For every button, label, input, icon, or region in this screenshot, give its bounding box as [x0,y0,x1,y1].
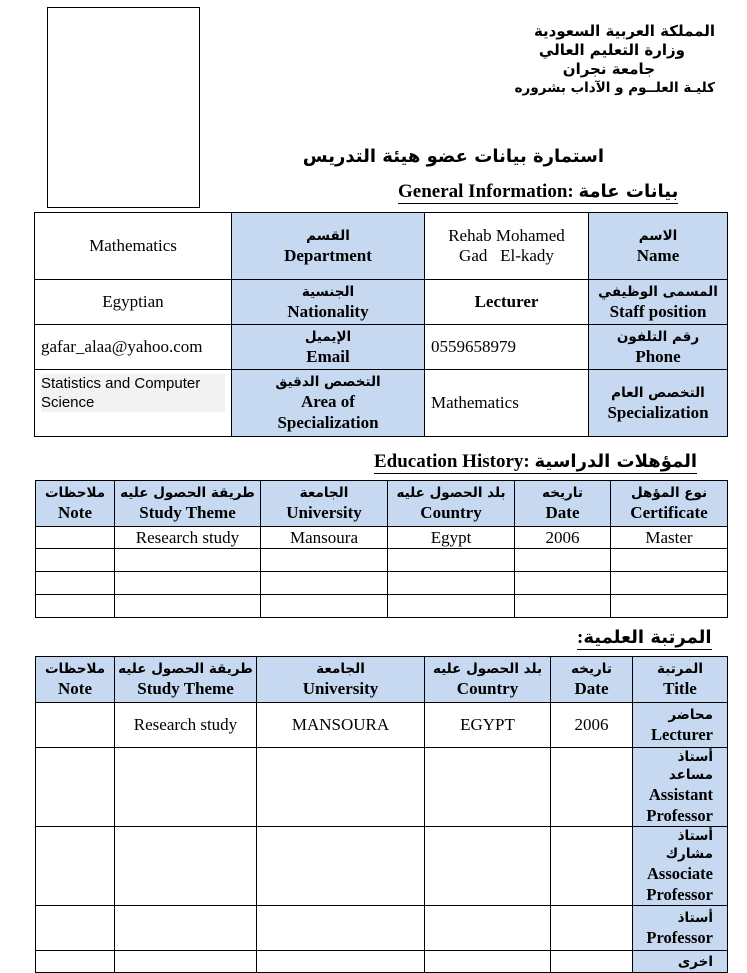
table-row [36,748,728,827]
education-title-ar: المؤهلات الدراسية [534,451,698,472]
rank-title-en2-1: Professor [646,806,713,825]
edu-cell-university: Mansoura [261,527,388,549]
edu-header-date-en: Date [545,503,580,522]
institution-header [415,22,715,98]
edu-header-note-en: Note [58,503,92,522]
area-value-line1: Statistics and Computer [41,374,225,393]
form-title: استمارة بيانات عضو هيئة التدريس [302,146,604,167]
rank-title-ar-1: أستاذ مساعد [668,749,713,783]
country-name: المملكة العربية السعودية [533,22,715,40]
specialization-label-ar: التخصص العام [611,384,705,401]
edu-header-theme-ar: طريقة الحصول عليه [120,485,255,501]
rank-title-en1-2: Associate [647,864,713,883]
rank-title-en-3: Professor [646,927,713,947]
edu-header-university-en: University [286,503,362,522]
specialization-label [589,370,728,437]
rank-title-associate [633,827,728,906]
rank-title-sep: : [577,627,584,648]
rank-header-note-en: Note [58,679,92,698]
rank-header-university [257,657,425,703]
rank-header-date-ar: تاريخه [571,661,612,677]
edu-header-university [261,481,388,527]
table-row [36,827,728,906]
edu-header-note-ar: ملاحظات [44,485,106,501]
phone-value: 0559658979 [425,325,589,370]
general-info-table [34,212,728,437]
rank-header-theme-ar: طريقة الحصول عليه [118,661,253,677]
rank-header-note-ar: ملاحظات [44,661,106,677]
name-label [589,213,728,280]
table-row [36,703,728,748]
email-value: gafar_alaa@yahoo.com [35,325,232,370]
department-label-en: Department [284,245,372,265]
edu-header-certificate [611,481,728,527]
rank-header-theme-en: Study Theme [137,679,234,698]
specialization-label-en: Specialization [607,402,709,422]
rank-header-university-en: University [302,679,379,698]
edu-header-university-ar: الجامعة [299,485,349,501]
area-label-ar: التخصص الدقيق [275,374,381,390]
rank-title-ar-0: محاضر [668,706,713,723]
name-value-line1: Rehab Mohamed [448,226,565,245]
table-row [36,549,728,572]
edu-header-certificate-en: Certificate [630,503,708,522]
rank-cell-note [36,703,115,748]
rank-table [35,656,728,973]
edu-cell-date: 2006 [515,527,611,549]
rank-header-note [36,657,115,703]
nationality-label-en: Nationality [287,301,369,321]
name-label-ar: الاسم [638,227,678,244]
rank-section-title [577,627,712,650]
position-label-ar: المسمى الوظيفي [598,283,718,300]
phone-label-ar: رقم التلفون [616,328,700,345]
rank-cell-country: EGYPT [425,703,551,748]
rank-header-country-ar: بلد الحصول عليه [432,661,543,677]
education-title-sep: : [523,451,530,472]
rank-title-lecturer [633,703,728,748]
table-row [36,906,728,951]
specialization-value: Mathematics [425,370,589,437]
edu-cell-certificate: Master [611,527,728,549]
edu-cell-country: Egypt [388,527,515,549]
area-value-line2: Science [41,393,225,412]
nationality-value: Egyptian [35,280,232,325]
position-label [589,280,728,325]
rank-title-en-0: Lecturer [651,724,713,744]
rank-cell-date: 2006 [551,703,633,748]
edu-header-date [515,481,611,527]
university-name: جامعة نجران [562,60,655,78]
table-row [36,951,728,973]
general-title-sep: : [567,181,574,202]
phone-label [589,325,728,370]
nationality-label-ar: الجنسية [301,283,355,300]
education-section-title [374,451,697,474]
rank-title-en1-1: Assistant [648,785,713,804]
rank-title-other [633,951,728,973]
edu-header-date-ar: تاريخه [542,485,583,501]
table-row [36,595,728,618]
rank-title-ar-3: أستاذ [677,909,713,926]
table-row [36,572,728,595]
education-table [35,480,728,618]
position-label-en: Staff position [609,301,707,321]
table-row [36,527,728,549]
edu-header-theme [115,481,261,527]
rank-cell-university: MANSOURA [257,703,425,748]
area-value [35,370,232,437]
edu-header-certificate-ar: نوع المؤهل [630,485,708,501]
photo-box [47,7,200,208]
department-label-ar: القسم [306,227,350,244]
college-name: كليـة العلــوم و الآداب بشروره [514,80,715,96]
edu-cell-note [36,527,115,549]
nationality-label [232,280,425,325]
name-value-line2: Gad El-kady [459,246,554,265]
email-label-en: Email [306,346,350,366]
rank-header-date-en: Date [574,679,609,698]
rank-header-theme [115,657,257,703]
rank-header-university-ar: الجامعة [316,661,365,677]
email-label [232,325,425,370]
area-label [232,370,425,437]
rank-header-title-ar: المرتبة [657,661,703,677]
edu-header-note [36,481,115,527]
edu-header-theme-en: Study Theme [139,503,236,522]
area-label-en2: Specialization [277,413,379,432]
rank-header-date [551,657,633,703]
rank-title-assistant [633,748,728,827]
rank-title-ar-4: اخرى [677,953,713,970]
edu-header-country [388,481,515,527]
rank-title-ar-2: أستاذ مشارك [665,828,713,862]
email-label-ar: الإيميل [304,328,352,345]
rank-header-title-en: Title [663,679,697,698]
position-value: Lecturer [425,280,589,325]
ministry-name: وزارة التعليم العالي [538,41,685,59]
area-label-en1: Area of [301,392,355,411]
edu-cell-theme: Research study [115,527,261,549]
phone-label-en: Phone [635,346,681,366]
general-title-ar: بيانات عامة [578,181,679,202]
rank-title-ar: المرتبة العلمية [583,627,712,648]
rank-header-title [633,657,728,703]
rank-header-country-en: Country [456,679,519,698]
education-title-en: Education History [374,451,524,472]
general-section-title [398,181,678,204]
rank-header-country [425,657,551,703]
rank-cell-theme: Research study [115,703,257,748]
department-value: Mathematics [35,213,232,280]
rank-title-professor [633,906,728,951]
rank-title-en2-2: Professor [646,885,713,904]
department-label [232,213,425,280]
general-title-en: General Information [398,181,568,202]
name-label-en: Name [636,245,680,265]
edu-header-country-ar: بلد الحصول عليه [396,485,506,501]
name-value [425,213,589,280]
edu-header-country-en: Country [420,503,482,522]
